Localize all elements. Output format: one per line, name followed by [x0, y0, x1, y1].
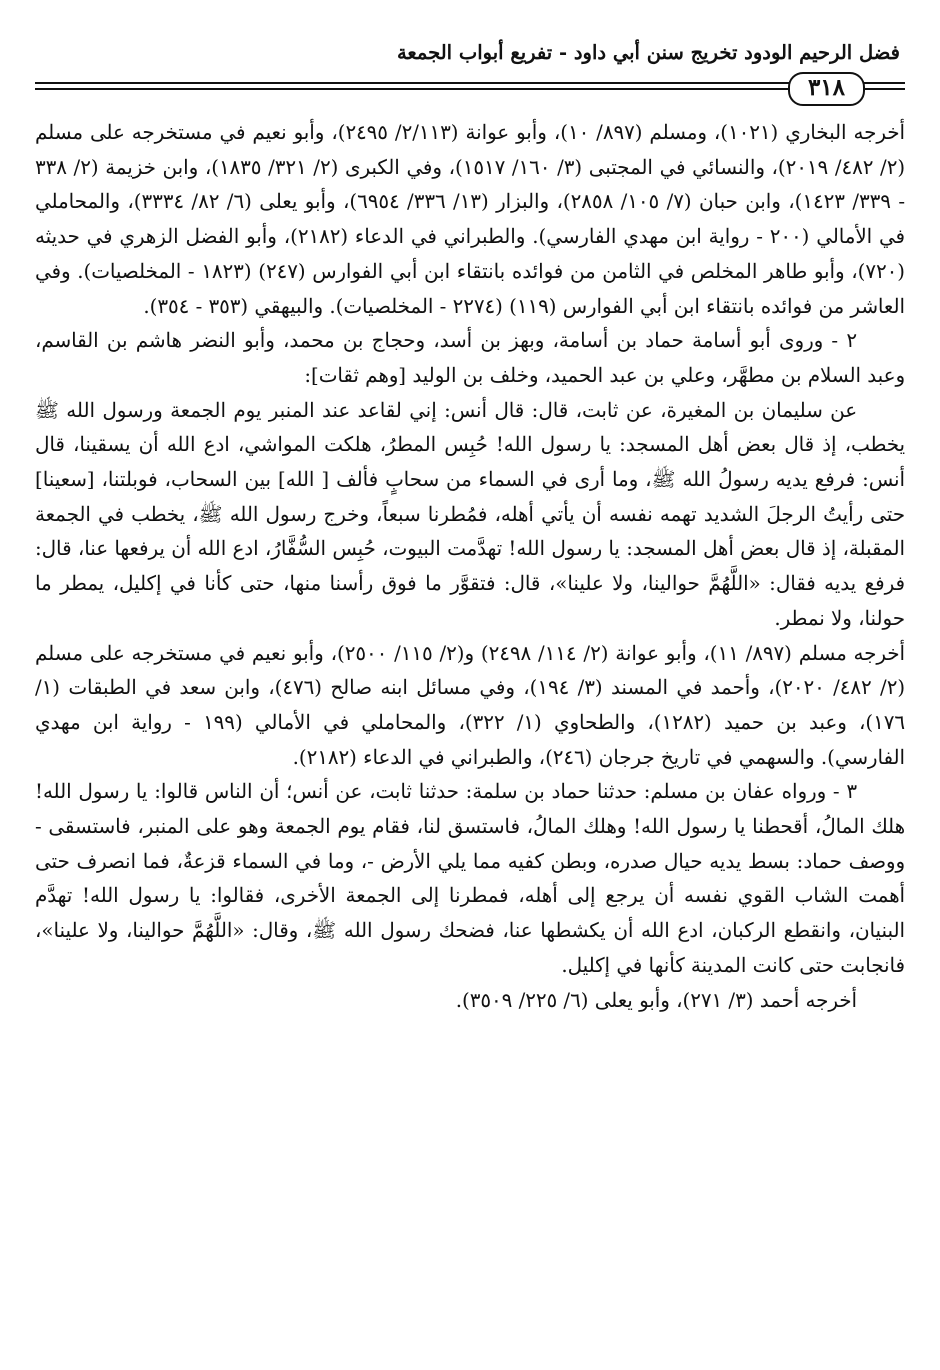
- paragraph-takhrij-2: أخرجه مسلم (٨٩٧/ ١١)، وأبو عوانة (٢/ ١١٤/ ٢٤٩٨) و(٢/ ١١٥/ ٢٥٠٠)، وأبو نعيم في مستخرجه على مسلم (٢/ ٤٨٢/ ٢٠٢٠)، وأحمد في المسند (٣/ ١٩٤)، وفي مسائل ابنه صالح (٤٧٦)، وابن سعد في الطبقات (١/ ١٧٦)، وعبد بن حميد (١٢٨٢)، والطحاوي (١/ ٣٢٢)، والمحاملي في الأمالي (١٩٩ - رواية ابن مهدي الفارسي). والسهمي في تاريخ جرجان (٢٤٦)، والطبراني في الدعاء (٢١٨٢).: [35, 641, 905, 769]
- running-header: فضل الرحيم الودود تخريج سنن أبي داود - تفريع أبواب الجمعة: [396, 41, 900, 64]
- paragraph-hadith-text: عن سليمان بن المغيرة، عن ثابت، قال: قال أنس: إني لقاعد عند المنبر يوم الجمعة ورسول الله ﷺ يخطب، إذ قال بعض أهل المسجد: يا رسول الله! حُبِس المطرُ، هلكت المواشي، ادع الله أن يسقينا، قال أنس: فرفع يديه رسولُ الله ﷺ، وما أرى في السماء من سحابٍ فألف [ الله] بين السحاب، فوبلتنا، [سعينا] حتى رأيتُ الرجلَ الشديد تهمه نفسه أن يأتي أهله، فمُطرنا سبعاً، وخرج رسول الله ﷺ، يخطب في الجمعة المقبلة، إذ قال بعض أهل المسجد: يا رسول الله! تهدَّمت البيوت، حُبِس السُّفَّارُ، ادع الله أن يرفعها عنا، قال: فرفع يديه فقال: «اللَّهُمَّ حوالينا، ولا علينا»، قال: فتقوَّر ما فوق رأسنا منها، حتى كأنا في إكليل، يمطر ما حولنا، ولا نمطر.: [35, 398, 905, 630]
- header-rule: [35, 74, 905, 102]
- page-number: ٣١٨: [788, 72, 865, 106]
- paragraph-takhrij-3: أخرجه أحمد (٣/ ٢٧١)، وأبو يعلى (٦/ ٢٢٥/ ٣٥٠٩).: [455, 988, 857, 1012]
- page-body: [35, 116, 905, 1336]
- paragraph-takhrij-1: أخرجه البخاري (١٠٢١)، ومسلم (٨٩٧/ ١٠)، وأبو عوانة (٢/١١٣/ ٢٤٩٥)، وأبو نعيم في مستخرجه على مسلم (٢/ ٤٨٢/ ٢٠١٩)، والنسائي في المجتبى (٣/ ١٦٠/ ١٥١٧)، وفي الكبرى (٢/ ٣٢١/ ١٨٣٥)، وابن خزيمة (٢/ ٣٣٨ - ٣٣٩/ ١٤٢٣)، وابن حبان (٧/ ١٠٥/ ٢٨٥٨)، والبزار (١٣/ ٣٣٦/ ٦٩٥٤)، وأبو يعلى (٦/ ٨٢/ ٣٣٣٤)، والمحاملي في الأمالي (٢٠٠ - رواية ابن مهدي الفارسي). والطبراني في الدعاء (٢١٨٢)، وأبو الفضل الزهري في حديثه (٧٢٠)، وأبو طاهر المخلص في الثامن من فوائده بانتقاء ابن أبي الفوارس (٢٤٧) (١٨٢٣ - المخلصيات). وفي العاشر من فوائده بانتقاء ابن أبي الفوارس (١١٩) (٢٢٧٤ - المخلصيات). والبيهقي (٣٥٣ - ٣٥٤).: [35, 121, 905, 318]
- paragraph-narration-2: ٢ - وروى أبو أسامة حماد بن أسامة، وبهز بن أسد، وحجاج بن محمد، وأبو النضر هاشم بن القاسم، وعبد السلام بن مطهَّر، وعلي بن عبد الحميد، وخلف بن الوليد [وهم ثقات]:: [35, 329, 905, 387]
- rule-line-bottom: [35, 88, 905, 90]
- rule-line-top: [35, 82, 905, 84]
- paragraph-narration-3: ٣ - ورواه عفان بن مسلم: حدثنا حماد بن سلمة: حدثنا ثابت، عن أنس؛ أن الناس قالوا: يا رسول الله! هلك المالُ، أقحطنا يا رسول الله! وهلك المالُ، فاستسق لنا، فقام يوم الجمعة وهو على المنبر، فاستسقى - ووصف حماد: بسط يديه حيال صدره، وبطن كفيه مما يلي الأرض -، وما في السماء قزعةٌ، فما انصرف حتى أهمت الشاب القوي نفسه أن يرجع إلى أهله، فمطرنا إلى الجمعة الأخرى، فقالوا: يا رسول الله! تهدَّم البنيان، وانقطع الركبان، ادع الله أن يكشطها عنا، فضحك رسول الله ﷺ، وقال: «اللَّهُمَّ حوالينا، ولا علينا»، فانجابت حتى كانت المدينة كأنها في إكليل.: [35, 780, 905, 977]
